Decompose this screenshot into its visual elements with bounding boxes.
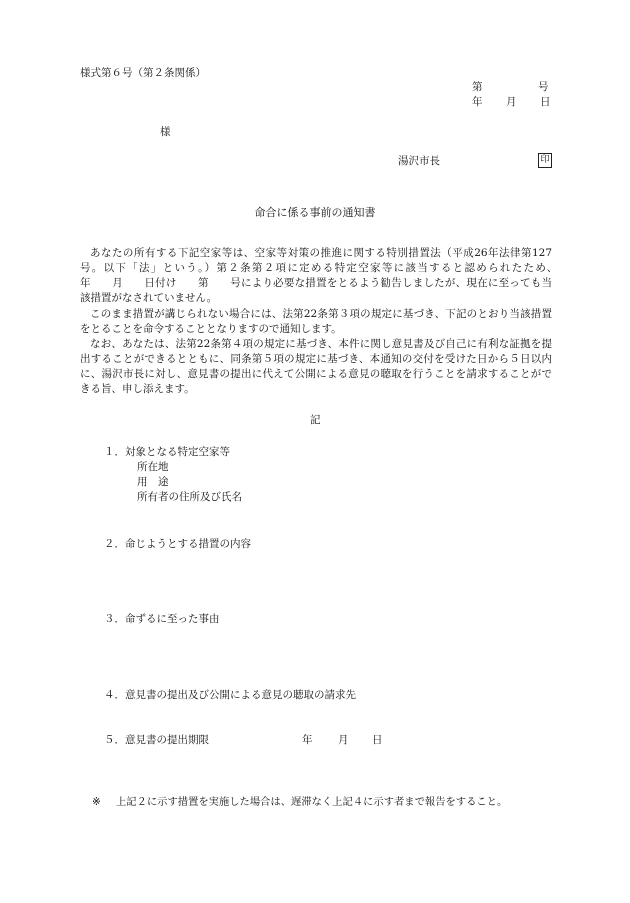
item-3-label: 命ずるに至った事由 (125, 613, 220, 625)
date-month: 月 (506, 96, 517, 108)
date-year: 年 (472, 96, 483, 108)
item-1-number: １． (104, 446, 125, 458)
item-4-label: 意見書の提出及び公開による意見の聴取の請求先 (125, 689, 356, 701)
doc-number-suffix: 号 (538, 81, 549, 93)
note-text: 上記２に示す措置を実施した場合は、遅滞なく上記４に示す者まで報告をすること。 (116, 796, 508, 808)
deadline-month: 月 (338, 734, 349, 746)
deadline-year: 年 (302, 734, 313, 746)
item-2-number: ２． (104, 538, 125, 550)
sub-item-use: 用 途 (137, 476, 169, 488)
sub-item-location: 所在地 (137, 461, 169, 473)
deadline-day: 日 (372, 734, 383, 746)
paragraph-3: なお、あなたは、法第22条第４項の規定に基づき、本件に関し意見書及び自己に有利な証拠を提出することができるとともに、同条第５項の規定に基づき、本通知の交付を受けた日から５日以内に、湯沢市長に対し、意見書の提出に代えて公開による意見の聴取を行うことを請求することができる旨、申し添えます。 (80, 338, 552, 395)
note-mark: ※ (92, 796, 101, 808)
addressee-suffix: 様 (160, 126, 171, 138)
sub-item-owner: 所有者の住所及び氏名 (137, 491, 242, 503)
sender: 湯沢市長 (398, 155, 440, 167)
item-5-number: ５． (104, 734, 125, 746)
seal-mark: 印 (538, 153, 552, 168)
item-4-number: ４． (104, 689, 125, 701)
doc-number-prefix: 第 (472, 81, 483, 93)
item-3-number: ３． (104, 613, 125, 625)
item-1-label: 対象となる特定空家等 (125, 446, 230, 458)
paragraph-1: あなたの所有する下記空家等は、空家等対策の推進に関する特別措置法（平成26年法律第127号。以下「法」という。）第２条第２項に定める特定空家等に該当すると認められたため、 年 月 日付け 第 号により必要な措置をとるよう勧告しましたが、現在に至っても当該措置がなされていません。 (80, 247, 594, 304)
item-2-label: 命じようとする措置の内容 (125, 538, 251, 550)
document-title: 命合に係る事前の通知書 (254, 206, 376, 219)
form-label: 様式第６号（第２条関係） (80, 67, 206, 79)
ki-label: 記 (310, 414, 321, 426)
paragraph-2: このまま措置が講じられない場合には、法第22条第３項の規定に基づき、下記のとおり当該措置をとることを命令することとなりますので通知します。 (80, 308, 552, 335)
date-day: 日 (540, 96, 551, 108)
item-5-label: 意見書の提出期限 (125, 734, 209, 746)
